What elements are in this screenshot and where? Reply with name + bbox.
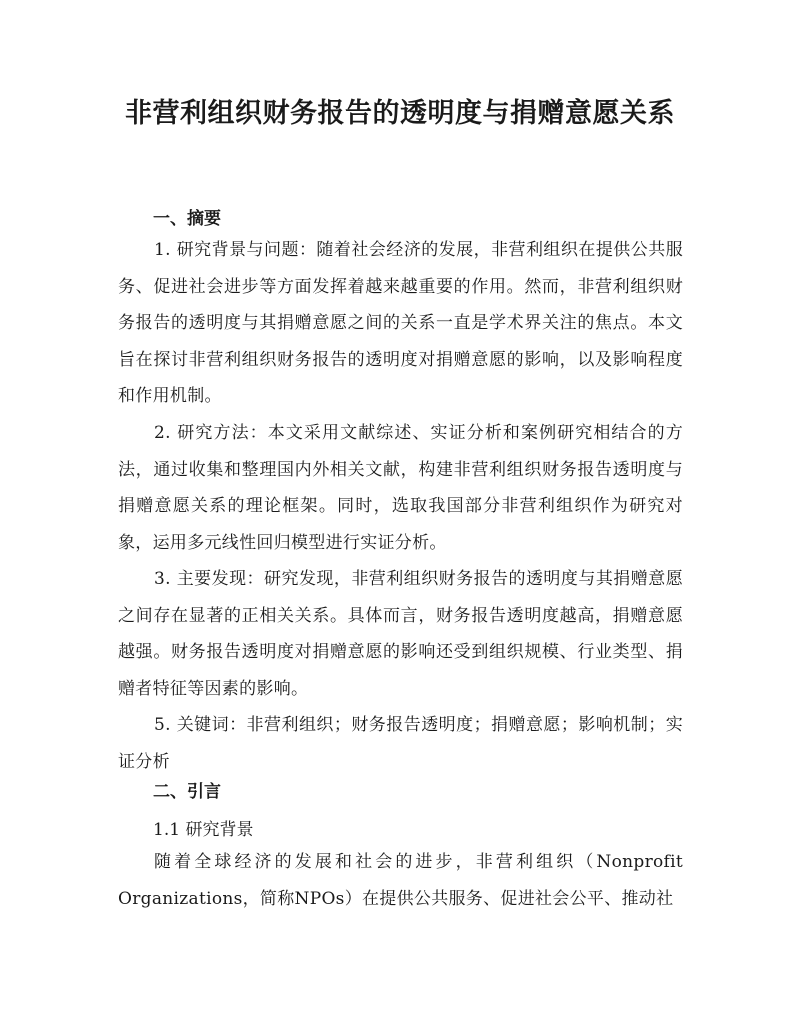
abstract-paragraph-keywords: 5. 关键词：非营利组织；财务报告透明度；捐赠意愿；影响机制；实证分析 <box>118 715 683 772</box>
subsection-heading-1-1: 1.1 研究背景 <box>153 820 254 840</box>
abstract-paragraph-method: 2. 研究方法：本文采用文献综述、实证分析和案例研究相结合的方法，通过收集和整理国内外相关文献，构建非营利组织财务报告透明度与捐赠意愿关系的理论框架。同时，选取我国部分非营利组织作为研究对象，运用多元线性回归模型进行实证分析。 <box>118 423 683 553</box>
abstract-heading: 一、摘要 <box>153 209 221 229</box>
document-title: 非营利组织财务报告的透明度与捐赠意愿关系 <box>125 98 675 129</box>
abstract-paragraph-findings: 3. 主要发现：研究发现，非营利组织财务报告的透明度与其捐赠意愿之间存在显著的正相关关系。具体而言，财务报告透明度越高，捐赠意愿越强。财务报告透明度对捐赠意愿的影响还受到组织规模、行业类型、捐赠者特征等因素的影响。 <box>118 569 683 699</box>
introduction-heading: 二、引言 <box>153 782 221 802</box>
abstract-paragraph-background: 1. 研究背景与问题：随着社会经济的发展，非营利组织在提供公共服务、促进社会进步等方面发挥着越来越重要的作用。然而，非营利组织财务报告的透明度与其捐赠意愿之间的关系一直是学术界关注的焦点。本文旨在探讨非营利组织财务报告的透明度对捐赠意愿的影响，以及影响程度和作用机制。 <box>118 240 683 406</box>
introduction-paragraph: 随着全球经济的发展和社会的进步，非营利组织（Nonprofit Organizations，简称NPOs）在提供公共服务、促进社会公平、推动社 <box>118 852 683 909</box>
